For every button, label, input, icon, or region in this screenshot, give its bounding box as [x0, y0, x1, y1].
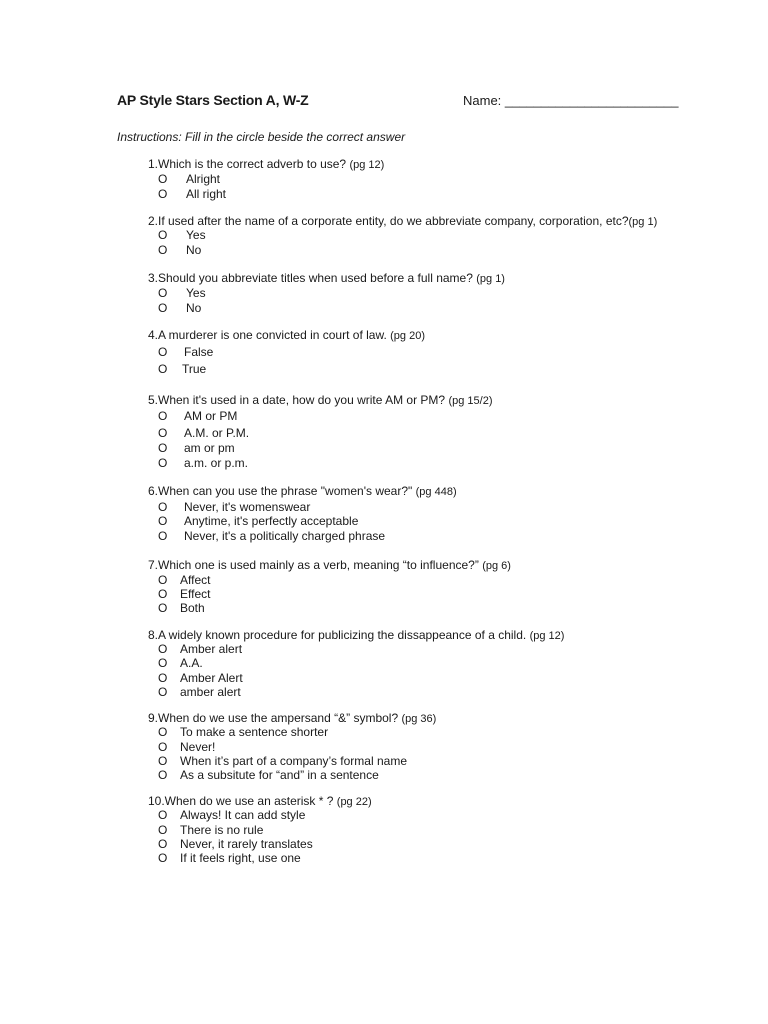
- answer-option[interactable]: [158, 456, 248, 470]
- instructions-text: Instructions: Fill in the circle beside the correct answer: [117, 130, 406, 144]
- answer-option[interactable]: [158, 426, 249, 440]
- question-text: 2.If used after the name of a corporate entity, do we abbreviate company, corporation, etc?: [148, 214, 629, 228]
- question-3: [148, 271, 505, 285]
- option-label: Both: [180, 601, 205, 615]
- answer-option[interactable]: [158, 362, 206, 376]
- option-label: There is no rule: [180, 823, 264, 837]
- answer-circle-icon[interactable]: O: [158, 642, 168, 656]
- answer-option[interactable]: [158, 514, 358, 528]
- answer-option[interactable]: [158, 685, 241, 699]
- answer-circle-icon[interactable]: O: [158, 500, 168, 514]
- answer-option[interactable]: [158, 587, 210, 601]
- answer-circle-icon[interactable]: O: [158, 345, 168, 359]
- answer-circle-icon[interactable]: O: [158, 573, 168, 587]
- answer-circle-icon[interactable]: O: [158, 656, 168, 670]
- option-label: No: [186, 301, 202, 315]
- answer-option[interactable]: [158, 286, 206, 300]
- answer-circle-icon[interactable]: O: [158, 187, 168, 201]
- answer-option[interactable]: [158, 808, 305, 822]
- option-label: Anytime, it's perfectly acceptable: [184, 514, 359, 528]
- option-label: To make a sentence shorter: [180, 725, 329, 739]
- option-label: No: [186, 243, 202, 257]
- answer-circle-icon[interactable]: O: [158, 754, 168, 768]
- option-label: A.A.: [180, 656, 203, 670]
- answer-circle-icon[interactable]: O: [158, 837, 168, 851]
- answer-option[interactable]: [158, 754, 407, 768]
- option-label: Never!: [180, 740, 216, 754]
- question-text: 5.When it's used in a date, how do you write AM or PM?: [148, 393, 446, 407]
- answer-option[interactable]: [158, 601, 205, 615]
- question-4: [148, 328, 425, 342]
- answer-option[interactable]: [158, 345, 213, 359]
- option-label: Never, it rarely translates: [180, 837, 313, 851]
- question-text: 4.A murderer is one convicted in court of law.: [148, 328, 387, 342]
- answer-circle-icon[interactable]: O: [158, 426, 168, 440]
- option-label: When it’s part of a company’s formal name: [180, 754, 407, 768]
- answer-option[interactable]: [158, 573, 210, 587]
- option-label: amber alert: [180, 685, 241, 699]
- option-label: Amber Alert: [180, 671, 243, 685]
- answer-option[interactable]: [158, 409, 237, 423]
- answer-option[interactable]: [158, 837, 313, 851]
- answer-option[interactable]: [158, 642, 242, 656]
- question-9: [148, 711, 436, 725]
- answer-circle-icon[interactable]: O: [158, 671, 168, 685]
- answer-option[interactable]: [158, 172, 220, 186]
- question-text: 3.Should you abbreviate titles when used before a full name?: [148, 271, 473, 285]
- page-reference: (pg 15/2): [448, 395, 493, 407]
- page-reference: (pg 12): [529, 630, 565, 642]
- answer-circle-icon[interactable]: O: [158, 685, 168, 699]
- question-text: 9.When do we use the ampersand “&” symbol?: [148, 711, 399, 725]
- page-reference: (pg 1): [628, 216, 658, 228]
- answer-circle-icon[interactable]: O: [158, 243, 168, 257]
- option-label: All right: [186, 187, 227, 201]
- option-label: Affect: [180, 573, 211, 587]
- answer-option[interactable]: [158, 243, 201, 257]
- option-label: If it feels right, use one: [180, 851, 301, 865]
- page-reference: (pg 448): [415, 486, 457, 498]
- question-text: 8.A widely known procedure for publicizing the dissappeance of a child.: [148, 628, 527, 642]
- option-label: AM or PM: [184, 409, 238, 423]
- answer-option[interactable]: [158, 441, 235, 455]
- answer-circle-icon[interactable]: O: [158, 587, 168, 601]
- answer-circle-icon[interactable]: O: [158, 409, 168, 423]
- answer-circle-icon[interactable]: O: [158, 601, 168, 615]
- answer-circle-icon[interactable]: O: [158, 740, 168, 754]
- page-reference: (pg 1): [476, 273, 505, 285]
- answer-option[interactable]: [158, 656, 203, 670]
- answer-circle-icon[interactable]: O: [158, 362, 168, 376]
- answer-option[interactable]: [158, 228, 206, 242]
- answer-option[interactable]: [158, 529, 385, 543]
- answer-option[interactable]: [158, 500, 310, 514]
- option-label: Effect: [180, 587, 211, 601]
- answer-circle-icon[interactable]: O: [158, 514, 168, 528]
- question-text: 7.Which one is used mainly as a verb, meaning “to influence?”: [148, 558, 479, 572]
- question-text: 6.When can you use the phrase "women's wear?": [148, 484, 413, 498]
- answer-circle-icon[interactable]: O: [158, 456, 168, 470]
- option-label: Never, it's womenswear: [184, 500, 311, 514]
- answer-circle-icon[interactable]: O: [158, 441, 168, 455]
- page-reference: (pg 22): [336, 796, 372, 808]
- question-2: [148, 214, 657, 228]
- option-label: Never, it's a politically charged phrase: [184, 529, 386, 543]
- question-10: [148, 794, 372, 808]
- option-label: False: [184, 345, 214, 359]
- answer-option[interactable]: [158, 301, 201, 315]
- answer-option[interactable]: [158, 187, 226, 201]
- answer-circle-icon[interactable]: O: [158, 172, 168, 186]
- page-title: AP Style Stars Section A, W-Z: [117, 92, 309, 108]
- answer-circle-icon[interactable]: O: [158, 768, 168, 782]
- question-text: 1.Which is the correct adverb to use?: [148, 157, 347, 171]
- option-label: Yes: [186, 286, 206, 300]
- question-1: [148, 157, 384, 171]
- page-reference: (pg 6): [482, 560, 511, 572]
- page-reference: (pg 36): [401, 713, 437, 725]
- question-text: 10.When do we use an asterisk * ?: [148, 794, 334, 808]
- answer-option[interactable]: [158, 740, 215, 754]
- answer-option[interactable]: [158, 725, 328, 739]
- option-label: A.M. or P.M.: [184, 426, 250, 440]
- page-reference: (pg 12): [349, 159, 385, 171]
- name-field[interactable]: Name: ________________________: [463, 93, 679, 108]
- question-6: [148, 484, 457, 498]
- option-label: Always! It can add style: [180, 808, 306, 822]
- question-5: [148, 393, 492, 407]
- answer-circle-icon[interactable]: O: [158, 286, 168, 300]
- page-reference: (pg 20): [390, 330, 425, 342]
- answer-circle-icon[interactable]: O: [158, 808, 168, 822]
- answer-circle-icon[interactable]: O: [158, 301, 168, 315]
- answer-option[interactable]: [158, 851, 301, 865]
- answer-option[interactable]: [158, 823, 263, 837]
- option-label: Amber alert: [180, 642, 243, 656]
- answer-circle-icon[interactable]: O: [158, 851, 168, 865]
- answer-circle-icon[interactable]: O: [158, 823, 168, 837]
- answer-circle-icon[interactable]: O: [158, 228, 168, 242]
- answer-circle-icon[interactable]: O: [158, 529, 168, 543]
- question-8: [148, 628, 564, 642]
- option-label: As a subsitute for “and” in a sentence: [180, 768, 379, 782]
- option-label: Alright: [186, 172, 221, 186]
- option-label: a.m. or p.m.: [184, 456, 249, 470]
- option-label: am or pm: [184, 441, 235, 455]
- answer-option[interactable]: [158, 671, 243, 685]
- option-label: True: [182, 362, 207, 376]
- question-7: [148, 558, 511, 572]
- answer-option[interactable]: [158, 768, 379, 782]
- answer-circle-icon[interactable]: O: [158, 725, 168, 739]
- option-label: Yes: [186, 228, 206, 242]
